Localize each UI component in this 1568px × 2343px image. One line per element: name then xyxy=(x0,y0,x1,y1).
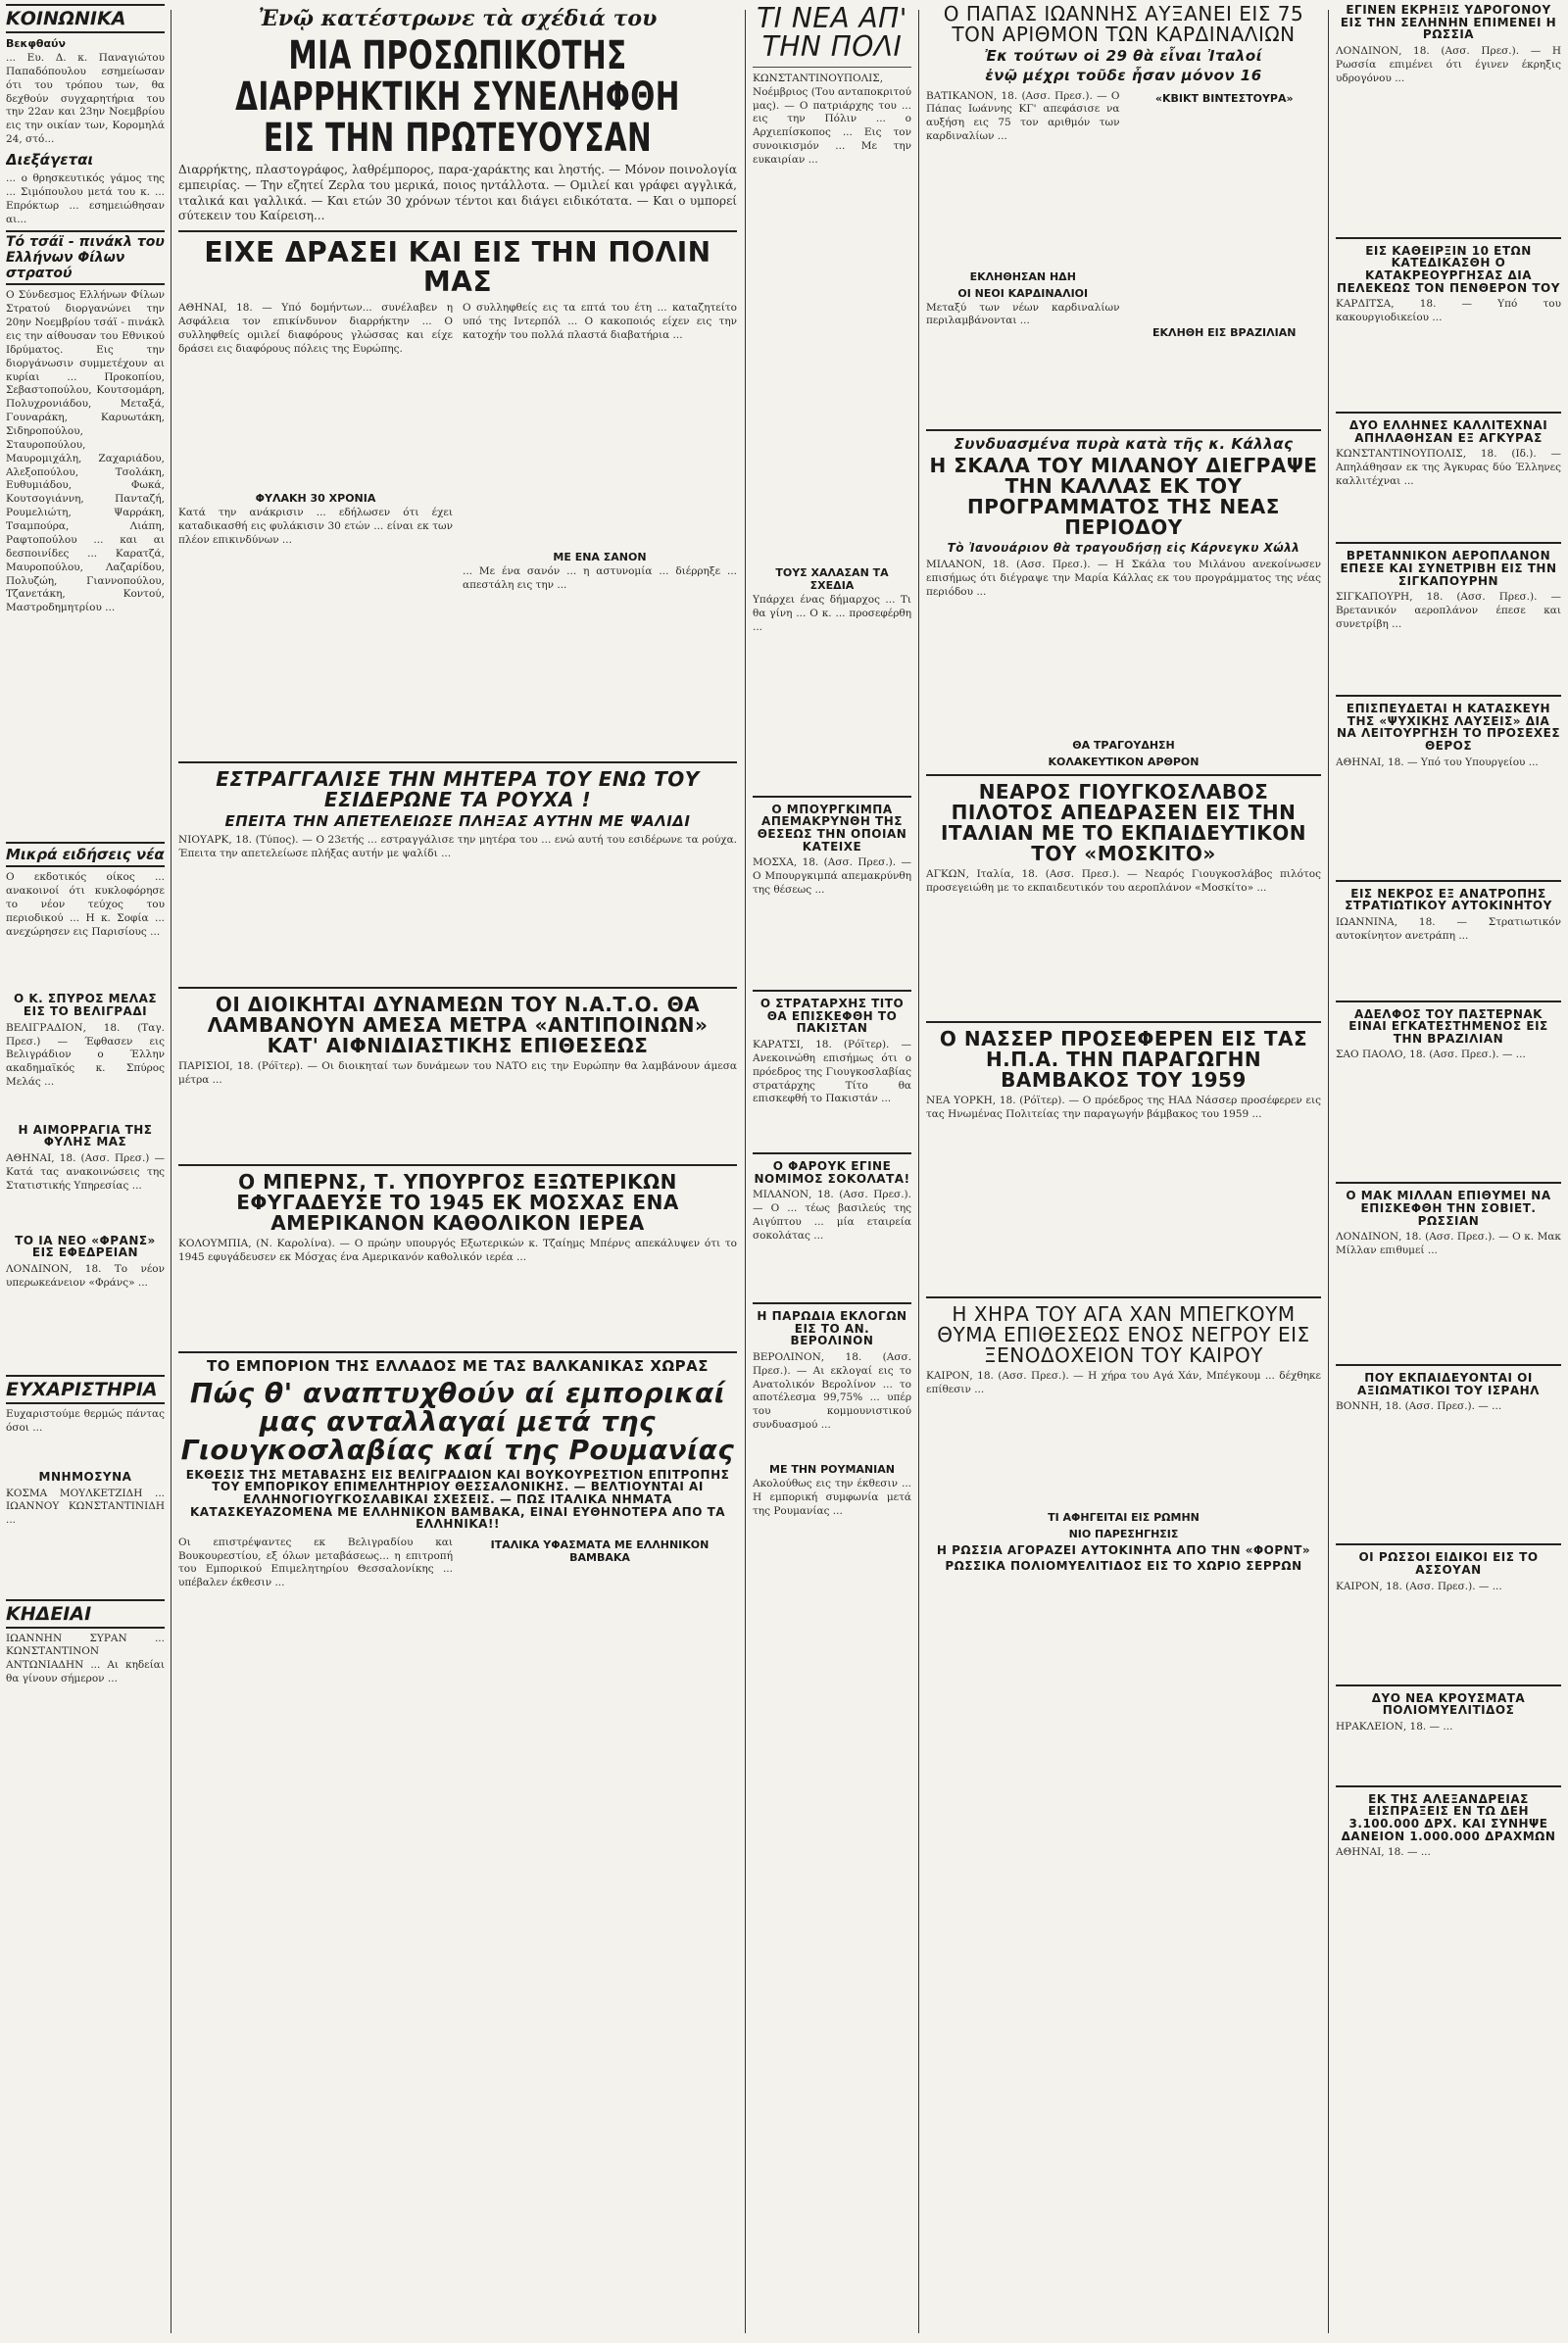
subhead: «ΚΒΙΚΤ ΒΙΝΤΕΣΤΟΥΡΑ» xyxy=(1154,91,1294,105)
article-text: ΚΑΙΡΟΝ, 18. (Ασσ. Πρεσ.). — Η χήρα του Αγά Χάν, Μπέγκουμ ... δέχθηκε επίθεσιν ... xyxy=(926,1369,1321,1395)
article-text: ΒΑΤΙΚΑΝΟΝ, 18. (Ασσ. Πρεσ.). — Ο Πάπας Ιωάννης ΚΓ' απεφάσισε να αυξήση εις 75 τον αριθμόν των καρδιναλίων ... xyxy=(926,89,1120,143)
column-rule xyxy=(918,10,919,2333)
article-text: Οι επιστρέψαντες εκ Βελιγραδίου και Βουκουρεστίου, εξ όλων μεταβάσεως... η επιτροπή του Εμπορικού Επιμελητηρίου Θεσσαλονίκης ... υπέβαλεν έκθεσιν ... xyxy=(178,1536,453,1589)
subheadline: ΕΠΕΙΤΑ ΤΗΝ ΑΠΕΤΕΛΕΙΩΣΕ ΠΛΗΞΑΣ ΑΥΤΗΝ ΜΕ ΨΑΛΙΔΙ xyxy=(224,812,691,831)
article-text: Ο Σύνδεσμος Ελλήνων Φίλων Στρατού διοργανώνει την 20ην Νοεμβρίου τσάϊ - πινάκλ εις την αίθουσαν του Εθνικού Ιδρύματος. Εις την διοργάνωσιν συμμετέχουν αι κυρίαι ... Προκοπίου, Σεβαστοπούλου, Κουτσομάρη, Πολυχρονιάδου, Μεταξά, Γουναράκη, Καρυωτάκη, Σιδηροπούλου, Σταυροπούλου, Μαυρομιχάλη, Ζαχαριάδου, Αλεξοπούλου, Τσολάκη, Ευθυμιάδου, Φωκά, Κουτσογιάννη, Πανταζή, Ρουμελιώτη, Ψαρράκη, Τσαμπούρα, Λιάπη, Ραφτοπούλου ... και αι δεσποινίδες ... Καρατζά, Μαυροπούλου, Λαζαρίδου, Πολυζώη, Γιαννοπούλου, Τζανετάκη, Κοντού, Μαστροδημητρίου ... xyxy=(6,289,165,614)
article-text: ΚΑΙΡΟΝ, 18. (Ασσ. Πρεσ.). — ... xyxy=(1336,1580,1502,1592)
subheadline: Τὸ Ἰανουάριον θὰ τραγουδήσῃ εἰς Κάρνεγκυ Χώλλ xyxy=(947,541,1300,556)
article-text: ΠΑΡΙΣΙΟΙ, 18. (Ρόϊτερ). — Οι διοικηταί των δυνάμεων του ΝΑΤΟ εις την Ευρώπην θα λαμβάνουν άμεσα μέτρα ... xyxy=(178,1059,737,1086)
article-text: ΚΟΣΜΑ ΜΟΥΛΚΕΤΖΙΔΗ ... ΙΩΑΝΝΟΥ ΚΩΝΣΤΑΝΤΙΝΙΔΗ ... xyxy=(6,1487,165,1527)
headline: Η ΧΗΡΑ ΤΟΥ ΑΓΑ ΧΑΝ ΜΠΕΓΚΟΥΜ ΘΥΜΑ ΕΠΙΘΕΣΕΩΣ ΕΝΟΣ ΝΕΓΡΟΥ ΕΙΣ ΞΕΝΟΔΟΧΕΙΟΝ ΤΟΥ ΚΑΙΡΟΥ xyxy=(937,1301,1310,1367)
article-text: ΝΙΟΥΑΡΚ, 18. (Τύπος). — Ο 23ετής ... εστραγγάλισε την μητέρα του ... ενώ αυτή του εσιδέρωνε τα ρούχα. Έπειτα την απετελείωσε πλήξας αυτήν με ψαλίδι ... xyxy=(178,833,737,859)
subheadline: Ἐκ τούτων οἱ 29 θὰ εἶναι Ἰταλοί xyxy=(984,47,1263,65)
article-text: ΝΕΑ ΥΟΡΚΗ, 18. (Ρόϊτερ). — Ο πρόεδρος της ΗΑΔ Νάσσερ προσέφερεν εις τας Ηνωμένας Πολιτείας την παραγωγήν βάμβακος του 1959 ... xyxy=(926,1094,1321,1120)
article-text: ... ο θρησκευτικός γάμος της ... Σιμόπουλου μετά του κ. ... Επρόκτωρ ... εσημειώθησαν αι... xyxy=(6,172,165,225)
headline: ΕΙΧΕ ΔΡΑΣΕΙ ΚΑΙ ΕΙΣ ΤΗΝ ΠΟΛΙΝ ΜΑΣ xyxy=(204,236,711,298)
headline: ΡΩΣΣΙΚΑ ΠΟΛΙΟΜΥΕΛΙΤΙΔΟΣ ΕΙΣ ΤΟ ΧΩΡΙΟ ΣΕΡΡΩΝ xyxy=(945,1559,1302,1574)
headline: ΕΣΤΡΑΓΓΑΛΙΣΕ ΤΗΝ ΜΗΤΕΡΑ ΤΟΥ ΕΝΩ ΤΟΥ ΕΣΙΔΕΡΩΝΕ ΤΑ ΡΟΥΧΑ ! xyxy=(216,767,700,812)
article-text: ΑΘΗΝΑΙ, 18. — Υπό δομήντων... συνέλαβεν η Ασφάλεια τον επικίνδυνον διαρρήκτην ... Ο συλληφθείς ομιλεί διαφόρους γλώσσας και είχε δράσει εις διαφόρους πόλεις της Ευρώπης. xyxy=(178,302,453,355)
article-text: Κατά την ανάκρισιν ... εδήλωσεν ότι έχει καταδικασθή εις φυλάκισιν 30 ετών ... είναι εκ των πλέον επικινδύνων ... xyxy=(178,507,453,546)
section-title: Διεξάγεται xyxy=(6,151,94,170)
subhead: ΤΙ ΑΦΗΓΕΙΤΑΙ ΕΙΣ ΡΩΜΗΝ xyxy=(1048,1510,1200,1524)
article-text: ΜΙΛΑΝΟΝ, 18. (Ασσ. Πρεσ.). — Η Σκάλα του Μιλάνου ανεκοίνωσεν επισήμως ότι διέγραψε την Μαρία Κάλλας εκ του προγράμματος της νέας περιόδου ... xyxy=(926,558,1321,598)
article-text: Μεταξύ των νέων καρδιναλίων περιλαμβάνονται ... xyxy=(926,301,1120,327)
column-rule xyxy=(171,10,172,2333)
headline: Ο Κ. ΣΠΥΡΟΣ ΜΕΛΑΣ ΕΙΣ ΤΟ ΒΕΛΙΓΡΑΔΙ xyxy=(13,992,158,1019)
headline: Βεκφθαύν xyxy=(6,37,66,50)
subhead: ΤΟΥΣ ΧΑΛΑΣΑΝ ΤΑ ΣΧΕΔΙΑ xyxy=(775,565,889,592)
article-text: Ο συλληφθείς εις τα επτά του έτη ... καταζητείτο υπό της Ιντερπόλ ... Ο κακοποιός είχεν εις την κατοχήν του πολλά πλαστά διαβατήρια ... xyxy=(463,302,737,341)
headline: Η ΣΚΑΛΑ ΤΟΥ ΜΙΛΑΝΟΥ ΔΙΕΓΡΑΨΕ ΤΗΝ ΚΑΛΛΑΣ ΕΚ ΤΟΥ ΠΡΟΓΡΑΜΜΑΤΟΣ ΤΗΣ ΝΕΑΣ ΠΕΡΙΟΔΟΥ xyxy=(929,454,1318,540)
headline: ΑΔΕΛΦΟΣ ΤΟΥ ΠΑΣΤΕΡΝΑΚ ΕΙΝΑΙ ΕΓΚΑΤΕΣΤΗΜΕΝΟΣ ΕΙΣ ΤΗΝ ΒΡΑΖΙΛΙΑΝ xyxy=(1348,1006,1548,1046)
headline: ΚΗΔΕΙΑΙ xyxy=(6,1599,165,1629)
article-text: ΙΩΑΝΝΗΝ ΣΥΡΑΝ ... ΚΩΝΣΤΑΝΤΙΝΟΝ ΑΝΤΩΝΙΑΔΗΝ ... Αι κηδείαι θα γίνουν σήμερον ... xyxy=(6,1632,165,1685)
headline: ΜΙΑ ΠΡΟΣΩΠΙΚΟΤΗΣ ΔΙΑΡΡΗΚΤΙΚΗ ΣΥΝΕΛΗΦΘΗ ΕΙΣ ΤΗΝ ΠΡΩΤΕΥΟΥΣΑΝ xyxy=(235,33,680,161)
headline: Τό τσάϊ - πινάκλ του Ελλήνων Φίλων στρατού xyxy=(6,230,165,285)
subhead: ΙΤΑΛΙΚΑ ΥΦΑΣΜΑΤΑ ΜΕ ΕΛΛΗΝΙΚΟΝ ΒΑΜΒΑΚΑ xyxy=(490,1538,710,1564)
article-text: ΜΟΣΧΑ, 18. (Ασσ. Πρεσ.). — Ο Μπουργκιμπά απεμακρύνθη της θέσεως ... xyxy=(753,856,911,896)
headline: Ο ΜΠΕΡΝΣ, Τ. ΥΠΟΥΡΓΟΣ ΕΞΩΤΕΡΙΚΩΝ ΕΦΥΓΑΔΕΥΣΕ ΤΟ 1945 ΕΚ ΜΟΣΧΑΣ ΕΝΑ ΑΜΕΡΙΚΑΝΟΝ ΚΑΘΟΛΙΚΟΝ ΙΕΡΕΑ xyxy=(236,1169,679,1235)
headline: ΔΥΟ ΝΕΑ ΚΡΟΥΣΜΑΤΑ ΠΟΛΙΟΜΥΕΛΙΤΙΔΟΣ xyxy=(1371,1690,1526,1718)
headline: Ο ΦΑΡΟΥΚ ΕΓΙΝΕ ΝΟΜΙΜΟΣ ΣΟΚΟΛΑΤΑ! xyxy=(754,1158,910,1186)
social-header: ΚΟΙΝΩΝΙΚΑ xyxy=(6,4,165,33)
article-text: ΛΟΝΔΙΝΟΝ, 18. (Ασσ. Πρεσ.). — Ο κ. Μακ Μίλλαν επιθυμεί ... xyxy=(1336,1231,1561,1257)
column-briefs xyxy=(1336,0,1561,2343)
subhead: ΜΕ ΕΝΑ ΣΑΝΟΝ xyxy=(553,551,647,564)
subhead: ΘΑ ΤΡΑΓΟΥΔΗΣΗ xyxy=(1072,738,1175,752)
article-text: ... Με ένα σανόν ... η αστυνομία ... διέρρηξε ... απεστάλη εις την ... xyxy=(463,565,737,591)
headline: ΕΙΣ ΚΑΘΕΙΡΞΙΝ 10 ΕΤΩΝ ΚΑΤΕΔΙΚΑΣΘΗ Ο ΚΑΤΑΚΡΕΟΥΡΓΗΣΑΣ ΔΙΑ ΠΕΛΕΚΕΩΣ ΤΟΝ ΠΕΝΘΕΡΟΝ ΤΟΥ xyxy=(1337,243,1560,295)
article-text: ΛΟΝΔΙΝΟΝ, 18. Το νέον υπερωκεάνειον «Φράνς» ... xyxy=(6,1263,165,1289)
article-text: ΚΩΝΣΤΑΝΤΙΝΟΥΠΟΛΙΣ, 18. (Ιδ.). — Απηλάθησαν εκ της Άγκυρας δύο Έλληνες καλλιτέχναι ... xyxy=(1336,448,1561,488)
headline: Ο ΝΑΣΣΕΡ ΠΡΟΣΕΦΕΡΕΝ ΕΙΣ ΤΑΣ Η.Π.Α. ΤΗΝ ΠΑΡΑΓΩΓΗΝ ΒΑΜΒΑΚΟΣ ΤΟΥ 1959 xyxy=(939,1026,1308,1092)
subhead: ΜΕ ΤΗΝ ΡΟΥΜΑΝΙΑΝ xyxy=(769,1462,895,1476)
article-text: Ευχαριστούμε θερμώς πάντας όσοι ... xyxy=(6,1408,165,1434)
headline: ΠΟΥ ΕΚΠΑΙΔΕΥΟΝΤΑΙ ΟΙ ΑΞΙΩΜΑΤΙΚΟΙ ΤΟΥ ΙΣΡΑΗΛ xyxy=(1357,1371,1540,1397)
headline: Η ΠΑΡΩΔΙΑ ΕΚΛΟΓΩΝ ΕΙΣ ΤΟ ΑΝ. ΒΕΡΟΛΙΝΟΝ xyxy=(757,1309,907,1348)
headline: ΕΓΙΝΕΝ ΕΚΡΗΞΙΣ ΥΔΡΟΓΟΝΟΥ ΕΙΣ ΤΗΝ ΣΕΛΗΝΗΝ ΕΠΙΜΕΝΕΙ Η ΡΩΣΣΙΑ xyxy=(1340,3,1557,42)
headline: Η ΡΩΣΣΙΑ ΑΓΟΡΑΖΕΙ ΑΥΤΟΚΙΝΗΤΑ ΑΠΟ ΤΗΝ «ΦΟΡΝΤ» xyxy=(936,1542,1311,1557)
article-text: ΚΑΡΔΙΤΣΑ, 18. — Υπό του κακουργιοδικείου ... xyxy=(1336,298,1561,324)
article-text: ΑΘΗΝΑΙ, 18. (Ασσ. Πρεσ.) — Κατά τας ανακοινώσεις της Στατιστικής Υπηρεσίας ... xyxy=(6,1151,165,1192)
article-text: ΒΟΝΝΗ, 18. (Ασσ. Πρεσ.). — ... xyxy=(1336,1400,1502,1413)
column-rule xyxy=(1328,10,1329,2333)
column-world xyxy=(926,0,1321,2343)
headline: ΤΟ ΙΑ ΝΕΟ «ΦΡΑΝΣ» ΕΙΣ ΕΦΕΔΡΕΙΑΝ xyxy=(15,1233,156,1260)
article-text: ΣΑΟ ΠΑΟΛΟ, 18. (Ασσ. Πρεσ.). — ... xyxy=(1336,1049,1526,1061)
subhead: ΟΙ ΝΕΟΙ ΚΑΡΔΙΝΑΛΙΟΙ xyxy=(957,286,1089,300)
headline: Ο ΜΑΚ ΜΙΛΛΑΝ ΕΠΙΘΥΜΕΙ ΝΑ ΕΠΙΣΚΕΦΘΗ ΤΗΝ ΣΟΒΙΕΤ. ΡΩΣΣΙΑΝ xyxy=(1346,1189,1551,1228)
article-text: ΛΟΝΔΙΝΟΝ, 18. (Ασσ. Πρεσ.). — Η Ρωσσία επιμένει ότι έγινεν έκρηξις υδρογόνου ... xyxy=(1336,44,1561,84)
headline: ΜΝΗΜΟΣΥΝΑ xyxy=(38,1470,132,1485)
article-text: ΒΕΛΙΓΡΑΔΙΟΝ, 18. (Ταγ. Πρεσ.) — Έφθασεν εις Βελιγράδιον ο Έλλην ακαδημαϊκός κ. Σπύρος Μελάς ... xyxy=(6,1021,165,1089)
article-text: ΙΩΑΝΝΙΝΑ, 18. — Στρατιωτικόν αυτοκίνητον ανετράπη ... xyxy=(1336,915,1561,942)
kicker: Ἐνῷ κατέστρωνε τὰ σχέδιά του xyxy=(258,6,658,31)
headline: ΔΥΟ ΕΛΛΗΝΕΣ ΚΑΛΛΙΤΕΧΝΑΙ ΑΠΗΛΑΘΗΣΑΝ ΕΞ ΑΓΚΥΡΑΣ xyxy=(1348,418,1548,445)
article-text: ΚΟΛΟΥΜΠΙΑ, (Ν. Καρολίνα). — Ο πρώην υπουργός Εξωτερικών κ. Τζαίημς Μπέρνς απεκάλυψεν ότι το 1945 εφυγάδευσεν εκ Μόσχας ένα Αμερικανόν καθολικόν ιερέα ... xyxy=(178,1237,737,1263)
article-text: ... Ευ. Δ. κ. Παναγιώτου Παπαδόπουλου εσημείωσαν ότι του τρόπου των, θα δεχθούν συγχαρητήρια του την 22αν και 23ην Νοεμβρίου εις την οικίαν των, Κορομηλά 24, στό... xyxy=(6,52,165,146)
article-text: ΒΕΡΟΛΙΝΟΝ, 18. (Ασσ. Πρεσ.). — Αι εκλογαί εις το Ανατολικόν Βερολίνον ... το αποτέλεσμα 99,75% ... υπέρ του κομμουνιστικού συνδυασμού ... xyxy=(753,1350,911,1432)
column-city xyxy=(753,0,911,2343)
subhead: ΦΥΛΑΚΗ 30 ΧΡΟΝΙΑ xyxy=(255,492,376,506)
headline: ΟΙ ΡΩΣΣΟΙ ΕΙΔΙΚΟΙ ΕΙΣ ΤΟ ΑΣΣΟΥΑΝ xyxy=(1358,1550,1539,1578)
column-rule xyxy=(745,10,746,2333)
article-text: ΑΘΗΝΑΙ, 18. — Υπό του Υπουργείου ... xyxy=(1336,756,1539,768)
headline: ΝΕΑΡΟΣ ΓΙΟΥΓΚΟΣΛΑΒΟΣ ΠΙΛΟΤΟΣ ΑΠΕΔΡΑΣΕΝ ΕΙΣ ΤΗΝ ΙΤΑΛΙΑΝ ΜΕ ΤΟ ΕΚΠΑΙΔΕΥΤΙΚΟΝ ΤΟΥ «ΜΟΣΚΙΤΟ» xyxy=(940,779,1307,865)
article-text: ΚΩΝΣΤΑΝΤΙΝΟΥΠΟΛΙΣ, Νοέμβριος (Του ανταποκριτού μας). — Ο πατριάρχης του ... εις την Πόλιν ... ο Αρχιεπίσκοπος ... Εις τον συνοικισμόν ... Με την ευκαιρίαν ... xyxy=(753,72,911,166)
headline: ΒΡΕΤΑΝΝΙΚΟΝ ΑΕΡΟΠΛΑΝΟΝ ΕΠΕΣΕ ΚΑΙ ΣΥΝΕΤΡΙΒΗ ΕΙΣ ΤΗΝ ΣΙΓΚΑΠΟΥΡΗΝ xyxy=(1340,549,1557,588)
article-text: ΣΙΓΚΑΠΟΥΡΗ, 18. (Ασσ. Πρεσ.). — Βρετανικόν αεροπλάνον έπεσε και συνετρίβη ... xyxy=(1336,591,1561,630)
article-text: Υπάρχει ένας δήμαρχος ... Τι θα γίνη ... Ο κ. ... προσεφέρθη ... xyxy=(753,593,911,633)
banner: ΤΟ ΕΜΠΟΡΙΟΝ ΤΗΣ ΕΛΛΑΔΟΣ ΜΕ ΤΑΣ ΒΑΛΚΑΝΙΚΑΣ ΧΩΡΑΣ xyxy=(206,1356,710,1375)
article-text: Ακολούθως εις την έκθεσιν ... Η εμπορική συμφωνία μετά της Ρουμανίας ... xyxy=(753,1477,911,1517)
subhead: ΕΚΛΗΘΗΣΑΝ ΗΔΗ xyxy=(969,269,1076,283)
headline: ΕΙΣ ΝΕΚΡΟΣ ΕΞ ΑΝΑΤΡΟΠΗΣ ΣΤΡΑΤΙΩΤΙΚΟΥ ΑΥΤΟΚΙΝΗΤΟΥ xyxy=(1345,886,1552,913)
subhead: ΚΟΛΑΚΕΥΤΙΚΟΝ ΑΡΘΡΟΝ xyxy=(1048,755,1200,768)
subheadline: ἐνῷ μέχρι τοῦδε ἦσαν μόνον 16 xyxy=(985,66,1262,84)
headline: Συνδυασμένα πυρὰ κατὰ τῆς κ. Κάλλας xyxy=(954,434,1294,453)
article-lead: Διαρρήκτης, πλαστογράφος, λαθρέμπορος, παρα-χαράκτης και ληστής. — Μόνον ποινολογία εμπειρίας. — Την εζητεί Ζερλα του μερικά, ποιος ηντάλλοτα. — Ομιλεί και γράφει αγγλικά, ιταλικά και γαλλικά. — Και ετών 30 χρόνων τέντοι και διάγει ειδικότατα. — Και ο υμπορεί σύτεκειν του Καίρειση... xyxy=(178,163,737,223)
column-social xyxy=(6,0,165,2343)
headline: ΕΥΧΑΡΙΣΤΗΡΙΑ xyxy=(6,1375,165,1404)
headline: Η ΑΙΜΟΡΡΑΓΙΑ ΤΗΣ ΦΥΛΗΣ ΜΑΣ xyxy=(18,1122,153,1149)
headline: Πώς θ' αναπτυχθούν αί εμπορικαί μας ανταλλαγαί μετά της Γιουγκοσλαβίας καί της Ρουμανίας xyxy=(180,1376,735,1467)
article-text: ΚΑΡΑΤΣΙ, 18. (Ρόϊτερ). — Ανεκοινώθη επισήμως ότι ο πρόεδρος της Γιουγκοσλαβίας στρατάρχης Τίτο θα επισκεφθή το Πακιστάν ... xyxy=(753,1038,911,1105)
headline: Ο ΣΤΡΑΤΑΡΧΗΣ ΤΙΤΟ ΘΑ ΕΠΙΣΚΕΦΘΗ ΤΟ ΠΑΚΙΣΤΑΝ xyxy=(760,997,905,1036)
headline: ΕΚ ΤΗΣ ΑΛΕΞΑΝΔΡΕΙΑΣ ΕΙΣΠΡΑΞΕΙΣ ΕΝ ΤΩ ΔΕΗ 3.100.000 ΔΡΧ. ΚΑΙ ΣΥΝΗΨΕ ΔΑΝΕΙΟΝ 1.000.000 ΔΡΑΧΜΩΝ xyxy=(1341,1791,1556,1843)
article-text: ΑΘΗΝΑΙ, 18. — ... xyxy=(1336,1846,1431,1859)
headline: Ο ΜΠΟΥΡΓΚΙΜΠΑ ΑΠΕΜΑΚΡΥΝΘΗ ΤΗΣ ΘΕΣΕΩΣ ΤΗΝ ΟΠΟΙΑΝ ΚΑΤΕΙΧΕ xyxy=(757,802,907,854)
headline: Ο ΠΑΠΑΣ ΙΩΑΝΝΗΣ ΑΥΞΑΝΕΙ ΕΙΣ 75 ΤΟΝ ΑΡΙΘΜΟΝ ΤΩΝ ΚΑΡΔΙΝΑΛΙΩΝ xyxy=(943,2,1304,46)
subhead: ΝΙΟ ΠΑΡΕΣΗΓΗΣΙΣ xyxy=(1068,1527,1179,1540)
column-main xyxy=(178,0,737,2343)
article-text: ΗΡΑΚΛΕΙΟΝ, 18. — ... xyxy=(1336,1720,1453,1733)
subhead: ΕΚΛΗΘΗ ΕΙΣ ΒΡΑΖΙΛΙΑΝ xyxy=(1152,325,1297,339)
headline: ΤΙ ΝΕΑ ΑΠ' ΤΗΝ ΠΟΛΙ xyxy=(757,2,907,64)
headline: ΕΠΙΣΠΕΥΔΕΤΑΙ Η ΚΑΤΑΣΚΕΥΗ ΤΗΣ «ΨΥΧΙΚΗΣ ΛΑΥΣΕΙΣ» ΔΙΑ ΝΑ ΛΕΙΤΟΥΡΓΗΣΗ ΤΟ ΠΡΟΣΕΧΕΣ ΘΕΡΟΣ xyxy=(1336,702,1561,753)
subheadline: ΕΚΘΕΣΙΣ ΤΗΣ ΜΕΤΑΒΑΣΗΣ ΕΙΣ ΒΕΛΙΓΡΑΔΙΟΝ ΚΑΙ ΒΟΥΚΟΥΡΕΣΤΙΟΝ ΕΠΙΤΡΟΠΗΣ ΤΟΥ ΕΜΠΟΡΙΚΟΥ ΕΠΙΜΕΛΗΤΗΡΙΟΥ ΘΕΣΣΑΛΟΝΙΚΗΣ. — ΒΕΛΤΙΟΥΝΤΑΙ ΑΙ ΕΛΛΗΝΟΓΙΟΥΓΚΟΣΛΑΒΙΚΑΙ ΣΧΕΣΕΙΣ. — ΠΩΣ ΙΤΑΛΙΚΑ ΝΗΜΑΤΑ ΚΑΤΑΣΚΕΥΑΖΟΜΕΝΑ ΜΕ ΕΛΛΗΝΙΚΟΝ ΒΑΜΒΑΚΑ, ΕΙΝΑΙ ΕΥΘΗΝΟΤΕΡΑ ΑΠΟ ΤΑ ΕΛΛΗΝΙΚΑ!! xyxy=(185,1467,730,1532)
article-text: ΜΙΛΑΝΟΝ, 18. (Ασσ. Πρεσ.). — Ο ... τέως βασιλεύς της Αιγύπτου ... μία εταιρεία σοκολάτας ... xyxy=(753,1189,911,1242)
article-text: ΑΓΚΩΝ, Ιταλία, 18. (Ασσ. Πρεσ.). — Νεαρός Γιουγκοσλάβος πιλότος προσεγειώθη με το εκπαιδευτικόν του αεροπλάνον «Μοσκίτο» ... xyxy=(926,867,1321,894)
headline: Μικρά ειδήσεις νέα xyxy=(6,842,165,867)
headline: ΟΙ ΔΙΟΙΚΗΤΑΙ ΔΥΝΑΜΕΩΝ ΤΟΥ Ν.Α.Τ.Ο. ΘΑ ΛΑΜΒΑΝΟΥΝ ΑΜΕΣΑ ΜΕΤΡΑ «ΑΝΤΙΠΟΙΝΩΝ» ΚΑΤ' ΑΙΦΝΙΔΙΑΣΤΙΚΗΣ ΕΠΙΘΕΣΕΩΣ xyxy=(207,992,709,1057)
article-text: Ο εκδοτικός οίκος ... ανακοινοί ότι κυκλοφόρησε το νέον τεύχος του περιοδικού ... Η κ. Σοφία ... ανεχώρησεν εις Παρισίους ... xyxy=(6,871,165,938)
